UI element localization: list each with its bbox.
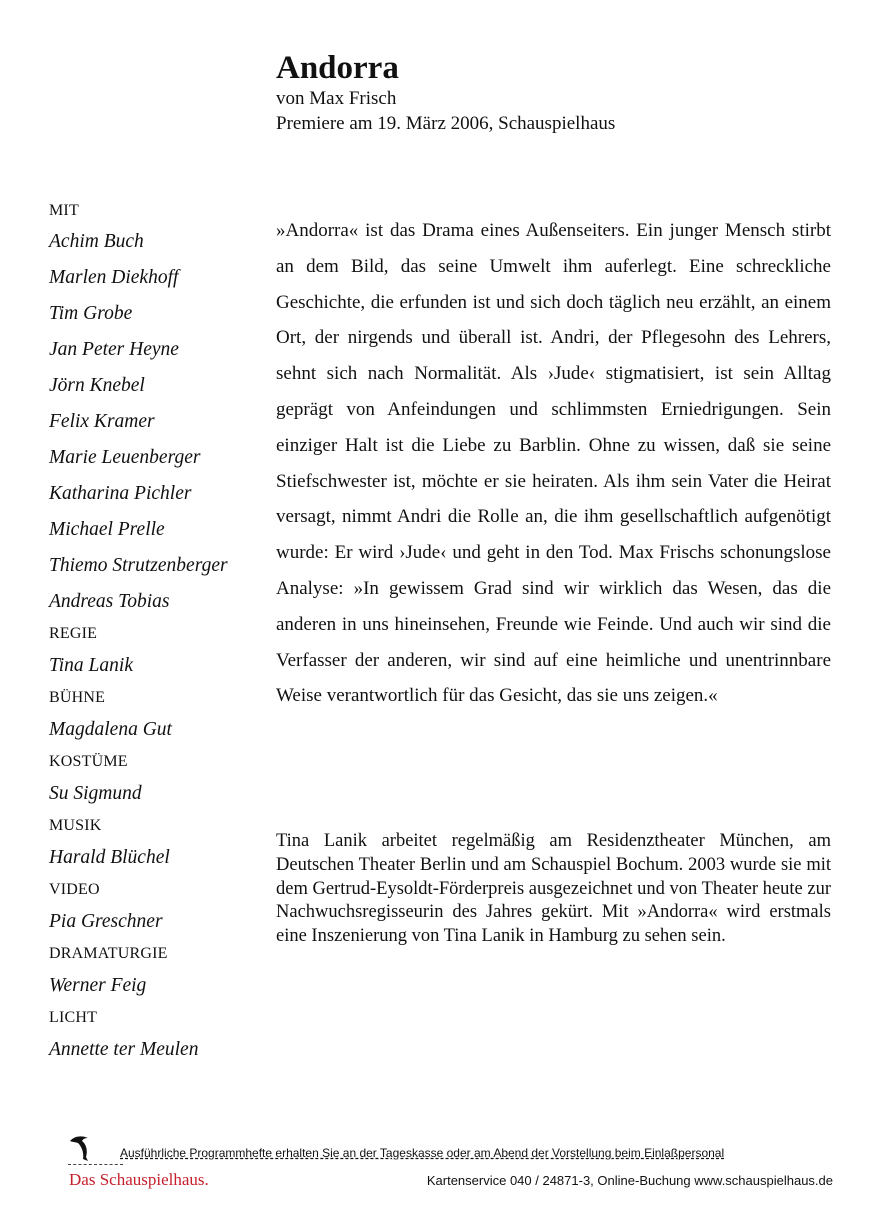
author-line: von Max Frisch [276, 88, 397, 109]
credits-list [49, 198, 269, 1068]
credit-label-kostueme: KOSTÜME [49, 753, 128, 770]
director-bio: Tina Lanik arbeitet regelmäßig am Residenztheater München, am Deutschen Theater Berlin und am Schauspiel Bochum. 2003 wurde sie mit dem Gertrud-Eysoldt-Förderpreis ausgezeichnet und von Theater heute zur Nachwuchsregisseurin des Jahres gekürt. Mit »Andorra« wird erstmals eine Inszenierung von Tina Lanik in Hamburg zu sehen sein. [276, 831, 831, 947]
credit-label-video: VIDEO [49, 881, 100, 898]
credit-name-buehne: Magdalena Gut [49, 719, 172, 740]
brand-name: Das Schauspielhaus. [69, 1170, 209, 1189]
cast-member: Jan Peter Heyne [49, 339, 179, 360]
cast-member: Michael Prelle [49, 519, 165, 540]
credit-label-dramaturgie: DRAMATURGIE [49, 945, 168, 962]
cast-member: Marie Leuenberger [49, 447, 201, 468]
header [276, 50, 836, 136]
page-title: Andorra [276, 50, 399, 86]
credit-label-mit: MIT [49, 202, 79, 219]
footer-note: Ausführliche Programmhefte erhalten Sie an der Tageskasse oder am Abend der Vorstellung beim Einlaßpersonal [120, 1146, 725, 1160]
cast-member: Katharina Pichler [49, 483, 192, 504]
credit-name-musik: Harald Blüchel [49, 847, 170, 868]
cast-member: Andreas Tobias [49, 591, 170, 612]
cast-member: Felix Kramer [49, 411, 155, 432]
cast-member: Marlen Diekhoff [49, 267, 179, 288]
cast-member: Thiemo Strutzenberger [49, 555, 228, 576]
credit-label-licht: LICHT [49, 1009, 98, 1026]
play-description: »Andorra« ist das Drama eines Außenseiters. Ein junger Mensch stirbt an dem Bild, das seine Umwelt ihm auferlegt. Eine schreckliche Geschichte, die erfunden ist und sich doch täglich neu erzählt, an einem Ort, der nirgends und überall ist. Andri, der Pflegesohn des Lehrers, sehnt sich nach Normalität. Als ›Jude‹ stigmatisiert, ist sein Alltag geprägt von Anfeindungen und schlimmsten Erniedrigungen. Sein einziger Halt ist die Liebe zu Barblin. Ohne zu wissen, daß sie seine Stiefschwester ist, möchte er sie heiraten. Als ihm sein Vater die Heirat versagt, nimmt Andri die Rolle an, die ihm gesellschaftlich aufgenötigt wurde: Er wird ›Jude‹ und geht in den Tod. Max Frischs schonungslose Analyse: »In gewissem Grad sind wir wirklich das Wesen, das die anderen in uns hineinsehen, Freunde wie Feinde. Und auch wir sind die Verfasser der anderen, wir sind auf eine heimliche und unentrinnbare Weise verantwortlich für das Gesicht, das sie uns zeigen.« [276, 220, 831, 707]
credit-name-kostueme: Su Sigmund [49, 783, 142, 804]
cast-member: Tim Grobe [49, 303, 133, 324]
cast-member: Jörn Knebel [49, 375, 145, 396]
contact-line: Kartenservice 040 / 24871-3, Online-Buchung www.schauspielhaus.de [426, 1173, 833, 1188]
credit-name-video: Pia Greschner [49, 911, 163, 932]
premiere-line: Premiere am 19. März 2006, Schauspielhaus [276, 113, 616, 134]
cast-member: Achim Buch [49, 231, 144, 252]
credit-label-regie: REGIE [49, 625, 98, 642]
credit-label-buehne: BÜHNE [49, 689, 106, 706]
credit-name-regie: Tina Lanik [49, 655, 133, 676]
credit-label-musik: MUSIK [49, 817, 102, 834]
credit-name-dramaturgie: Werner Feig [49, 975, 147, 996]
credit-name-licht: Annette ter Meulen [49, 1039, 199, 1060]
footer-divider [68, 1164, 123, 1165]
dolphin-icon [68, 1133, 94, 1163]
